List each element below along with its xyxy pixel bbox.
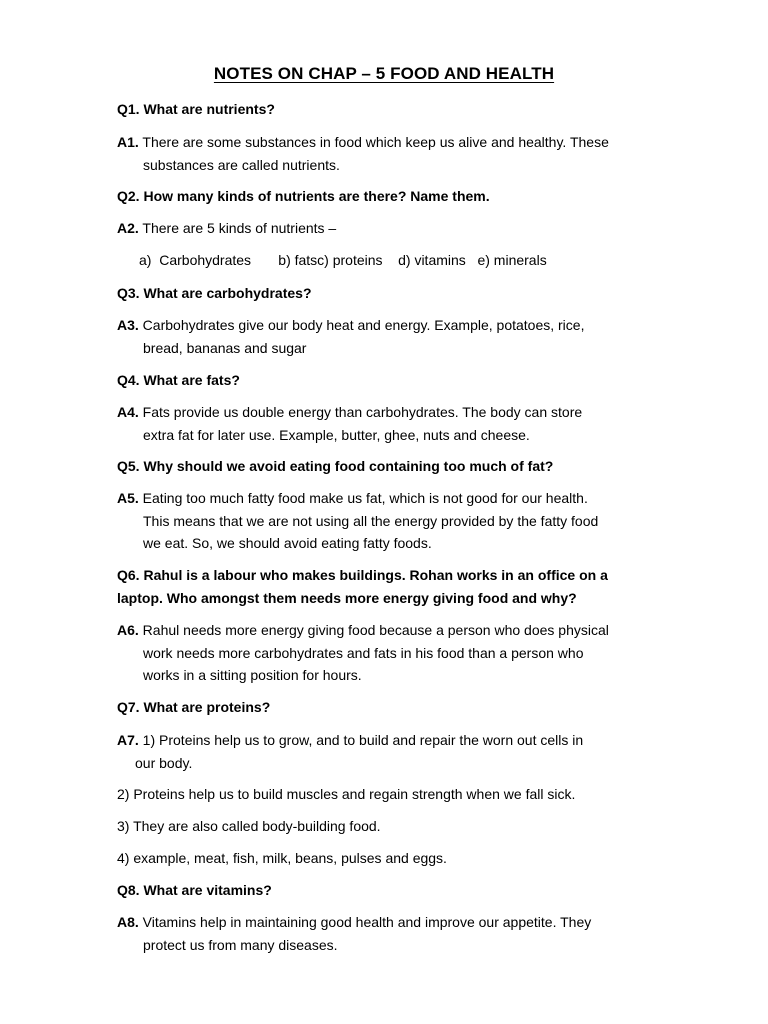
page-title-text: NOTES ON CHAP – 5 FOOD AND HEALTH: [213, 64, 555, 83]
answer-1: [117, 131, 657, 176]
answer-8-label: A8.: [117, 914, 139, 930]
answer-5: [117, 487, 657, 555]
answer-7: [117, 729, 657, 774]
answer-2-line-1: There are 5 kinds of nutrients –: [138, 220, 337, 236]
question-1: Q1. What are nutrients?: [117, 101, 275, 117]
answer-4-line-2: extra fat for later use. Example, butter, ghee, nuts and cheese.: [143, 426, 530, 443]
answer-3-label: A3.: [117, 317, 139, 333]
question-2: Q2. How many kinds of nutrients are there? Name them.: [117, 188, 490, 204]
answer-8-line-2: protect us from many diseases.: [143, 936, 338, 953]
answer-2-label: A2.: [117, 220, 139, 236]
answer-7-line-1: 1) Proteins help us to grow, and to build and repair the worn out cells in: [138, 732, 584, 748]
answer-8-line-1: Vitamins help in maintaining good health and improve our appetite. They: [138, 914, 592, 930]
answer-6-line-2: work needs more carbohydrates and fats in his food than a person who: [143, 644, 584, 661]
answer-5-line-2: This means that we are not using all the energy provided by the fatty food: [143, 512, 599, 529]
question-7: Q7. What are proteins?: [117, 699, 271, 715]
answer-5-line-3: we eat. So, we should avoid eating fatty foods.: [143, 535, 432, 551]
page-title: [0, 64, 768, 84]
answer-2: [117, 217, 657, 240]
question-4: Q4. What are fats?: [117, 372, 240, 388]
answer-4-line-1: Fats provide us double energy than carbohydrates. The body can store: [138, 404, 583, 420]
answer-3-line-2: bread, bananas and sugar: [143, 339, 307, 356]
answer-6-line-3: works in a sitting position for hours.: [143, 667, 362, 683]
question-3: Q3. What are carbohydrates?: [117, 285, 312, 301]
answer-6-line-1: Rahul needs more energy giving food because a person who does physical: [138, 622, 609, 638]
answer-7-label: A7.: [117, 732, 139, 748]
answer-7-line-2: our body.: [135, 754, 193, 771]
answer-4: [117, 401, 657, 446]
answer-7-point-2: 2) Proteins help us to build muscles and regain strength when we fall sick.: [117, 786, 576, 802]
answer-6: [117, 619, 657, 687]
answer-8: [117, 911, 657, 956]
question-8: Q8. What are vitamins?: [117, 882, 272, 898]
answer-1-line-2: substances are called nutrients.: [143, 156, 340, 173]
question-6-line-1: Q6. Rahul is a labour who makes buildings. Rohan works in an office on a: [117, 567, 608, 583]
answer-5-line-1: Eating too much fatty food make us fat, which is not good for our health.: [138, 490, 588, 506]
answer-3: [117, 314, 657, 359]
question-5: Q5. Why should we avoid eating food containing too much of fat?: [117, 458, 554, 474]
answer-1-line-1: There are some substances in food which keep us alive and healthy. These: [138, 134, 609, 150]
answer-6-label: A6.: [117, 622, 139, 638]
answer-7-point-3: 3) They are also called body-building food.: [117, 818, 381, 834]
answer-1-label: A1.: [117, 134, 139, 150]
nutrients-list: a) Carbohydrates b) fatsc) proteins d) vitamins e) minerals: [139, 252, 547, 268]
answer-4-label: A4.: [117, 404, 139, 420]
question-6-line-2: laptop. Who amongst them needs more energy giving food and why?: [117, 589, 577, 606]
answer-5-label: A5.: [117, 490, 139, 506]
answer-3-line-1: Carbohydrates give our body heat and energy. Example, potatoes, rice,: [138, 317, 585, 333]
answer-7-point-4: 4) example, meat, fish, milk, beans, pulses and eggs.: [117, 850, 447, 866]
question-6: [117, 564, 657, 609]
